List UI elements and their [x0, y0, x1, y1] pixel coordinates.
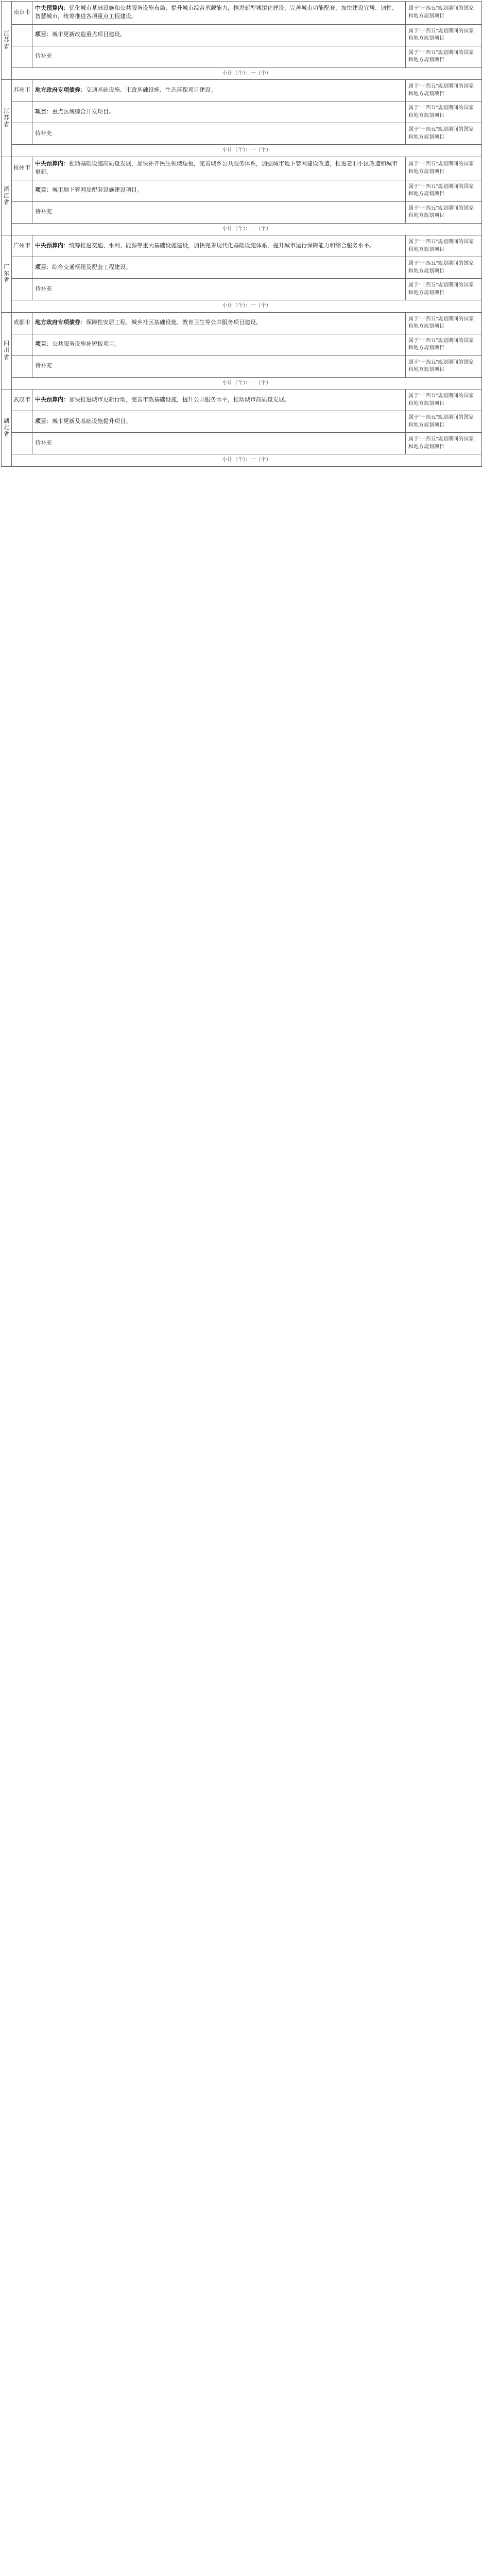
city-cell	[12, 257, 32, 279]
content-cell	[32, 157, 406, 180]
note-cell: 属于"十四五"规划期间的国家和地方规划项目	[406, 46, 482, 67]
pending-text: 待补充	[35, 285, 52, 292]
note-cell: 属于"十四五"规划期间的国家和地方规划项目	[406, 433, 482, 454]
subtotal-row	[2, 300, 482, 313]
table-row	[2, 157, 482, 180]
pending-text: 待补充	[35, 53, 52, 60]
content-lead: 项目	[35, 187, 46, 194]
pending-text: 待补充	[35, 130, 52, 137]
table-row	[2, 123, 482, 145]
content-cell	[32, 312, 406, 334]
province-cell: 四川省	[2, 312, 12, 389]
content-text: ：城市更新及基础设施提升项目。	[46, 418, 131, 425]
content-cell	[32, 235, 406, 257]
city-cell	[12, 46, 32, 67]
document	[1, 1, 482, 467]
content-text: ：推动基础设施高质量发展，加快补齐民生领域短板，完善城乡公共服务体系，加强城市地下管网建设改造，推进老旧小区改造和城市更新。	[35, 160, 398, 175]
city-cell: 南京市	[12, 2, 32, 25]
content-lead: 中央预算内	[35, 396, 63, 403]
province-cell: 广东省	[2, 235, 12, 313]
content-lead: 中央预算内	[35, 242, 63, 249]
pending-text: 待补充	[35, 363, 52, 369]
pending-text: 待补充	[35, 209, 52, 215]
content-lead: 项目	[35, 264, 46, 270]
content-cell	[32, 101, 406, 123]
content-cell	[32, 389, 406, 411]
content-lead: 地方政府专项债券	[35, 87, 80, 93]
content-text: ：重点区域综合开发项目。	[46, 108, 114, 115]
content-lead: 中央预算内	[35, 5, 63, 11]
subtotal-cell: 小计（个）：一（个）	[12, 223, 482, 235]
province-cell: 湖北省	[2, 389, 12, 467]
table-row	[2, 101, 482, 123]
table-row	[2, 334, 482, 355]
table-row	[2, 80, 482, 101]
subtotal-row	[2, 67, 482, 80]
content-text: ：加快推进城市更新行动，完善市政基础设施，提升公共服务水平，推动城市高质量发展。	[63, 396, 290, 403]
subtotal-cell: 小计（个）：一（个）	[12, 454, 482, 467]
subtotal-row	[2, 223, 482, 235]
note-cell: 属于"十四五"规划期间的国家和地方规划项目	[406, 157, 482, 180]
subtotal-cell: 小计（个）：一（个）	[12, 67, 482, 80]
content-lead: 中央预算内	[35, 160, 63, 167]
city-cell	[12, 101, 32, 123]
city-cell	[12, 180, 32, 201]
note-cell: 属于"十四五"规划期间的国家和地方规划项目	[406, 80, 482, 101]
content-cell	[32, 279, 406, 300]
content-lead: 项目	[35, 31, 46, 38]
content-text: ：优化城市基础设施和公共服务设施布局，提升城市综合承载能力，推进新型城镇化建设，完善城市功能配套，加快建设宜居、韧性、智慧城市，统筹推进各项重点工程建设。	[35, 5, 398, 20]
note-cell: 属于"十四五"规划期间的国家和地方规划项目	[406, 355, 482, 377]
content-text: ：城市地下管网及配套设施建设项目。	[46, 187, 143, 194]
content-cell	[32, 334, 406, 355]
content-text: ：城市更新改造重点项目建设。	[46, 31, 126, 38]
table-row	[2, 46, 482, 67]
city-cell	[12, 355, 32, 377]
note-cell: 属于"十四五"规划期间的国家和地方规划项目	[406, 334, 482, 355]
city-cell: 武汉市	[12, 389, 32, 411]
content-cell	[32, 433, 406, 454]
table-row	[2, 180, 482, 201]
table-row	[2, 411, 482, 433]
content-lead: 项目	[35, 108, 46, 115]
subtotal-row	[2, 145, 482, 157]
note-cell: 属于"十四五"规划期间的国家和地方规划项目	[406, 312, 482, 334]
content-text: ：统筹推进交通、水利、能源等重大基础设施建设，加快完善现代化基础设施体系，提升城市运行保障能力和综合服务水平。	[63, 242, 375, 249]
note-cell: 属于"十四五"规划期间的国家和地方规划项目	[406, 180, 482, 201]
note-cell: 属于"十四五"规划期间的国家和地方规划项目	[406, 279, 482, 300]
content-cell	[32, 257, 406, 279]
content-cell	[32, 46, 406, 67]
table-row	[2, 355, 482, 377]
content-lead: 项目	[35, 418, 46, 425]
note-cell: 属于"十四五"规划期间的国家和地方规划项目	[406, 123, 482, 145]
subtotal-cell: 小计（个）：一（个）	[12, 300, 482, 313]
content-cell	[32, 201, 406, 223]
city-cell: 苏州市	[12, 80, 32, 101]
table-row	[2, 24, 482, 46]
province-cell: 江苏省	[2, 80, 12, 157]
city-cell	[12, 123, 32, 145]
content-text: ：公共服务设施补短板项目。	[46, 341, 120, 348]
content-cell	[32, 2, 406, 25]
content-lead: 地方政府专项债券	[35, 319, 80, 326]
city-cell	[12, 433, 32, 454]
table-row	[2, 312, 482, 334]
city-cell	[12, 24, 32, 46]
city-cell	[12, 201, 32, 223]
content-text: ：保障性安居工程、城乡社区基础设施、教育卫生等公共服务项目建设。	[80, 319, 262, 326]
content-text: ：综合交通枢纽及配套工程建设。	[46, 264, 131, 270]
city-cell: 广州市	[12, 235, 32, 257]
content-cell	[32, 180, 406, 201]
city-cell: 成都市	[12, 312, 32, 334]
content-text: ：交通基础设施、市政基础设施、生态环保项目建设。	[80, 87, 216, 93]
note-cell: 属于"十四五"规划期间的国家和地方规划项目	[406, 2, 482, 25]
province-cell: 江苏省	[2, 2, 12, 80]
table-row	[2, 201, 482, 223]
note-cell: 属于"十四五"规划期间的国家和地方规划项目	[406, 24, 482, 46]
project-table-body	[2, 2, 482, 467]
city-cell: 杭州市	[12, 157, 32, 180]
note-cell: 属于"十四五"规划期间的国家和地方规划项目	[406, 235, 482, 257]
table-row	[2, 433, 482, 454]
content-cell	[32, 123, 406, 145]
note-cell: 属于"十四五"规划期间的国家和地方规划项目	[406, 389, 482, 411]
province-cell: 浙江省	[2, 157, 12, 235]
content-cell	[32, 80, 406, 101]
note-cell: 属于"十四五"规划期间的国家和地方规划项目	[406, 411, 482, 433]
table-row	[2, 279, 482, 300]
city-cell	[12, 411, 32, 433]
content-cell	[32, 24, 406, 46]
pending-text: 待补充	[35, 439, 52, 446]
table-row	[2, 2, 482, 25]
subtotal-cell: 小计（个）：一（个）	[12, 377, 482, 389]
table-row	[2, 257, 482, 279]
city-cell	[12, 279, 32, 300]
content-cell	[32, 411, 406, 433]
table-row	[2, 235, 482, 257]
city-cell	[12, 334, 32, 355]
subtotal-row	[2, 454, 482, 467]
subtotal-cell: 小计（个）：一（个）	[12, 145, 482, 157]
table-row	[2, 389, 482, 411]
note-cell: 属于"十四五"规划期间的国家和地方规划项目	[406, 101, 482, 123]
content-lead: 项目	[35, 341, 46, 348]
content-cell	[32, 355, 406, 377]
note-cell: 属于"十四五"规划期间的国家和地方规划项目	[406, 201, 482, 223]
note-cell: 属于"十四五"规划期间的国家和地方规划项目	[406, 257, 482, 279]
subtotal-row	[2, 377, 482, 389]
project-table	[1, 1, 482, 467]
